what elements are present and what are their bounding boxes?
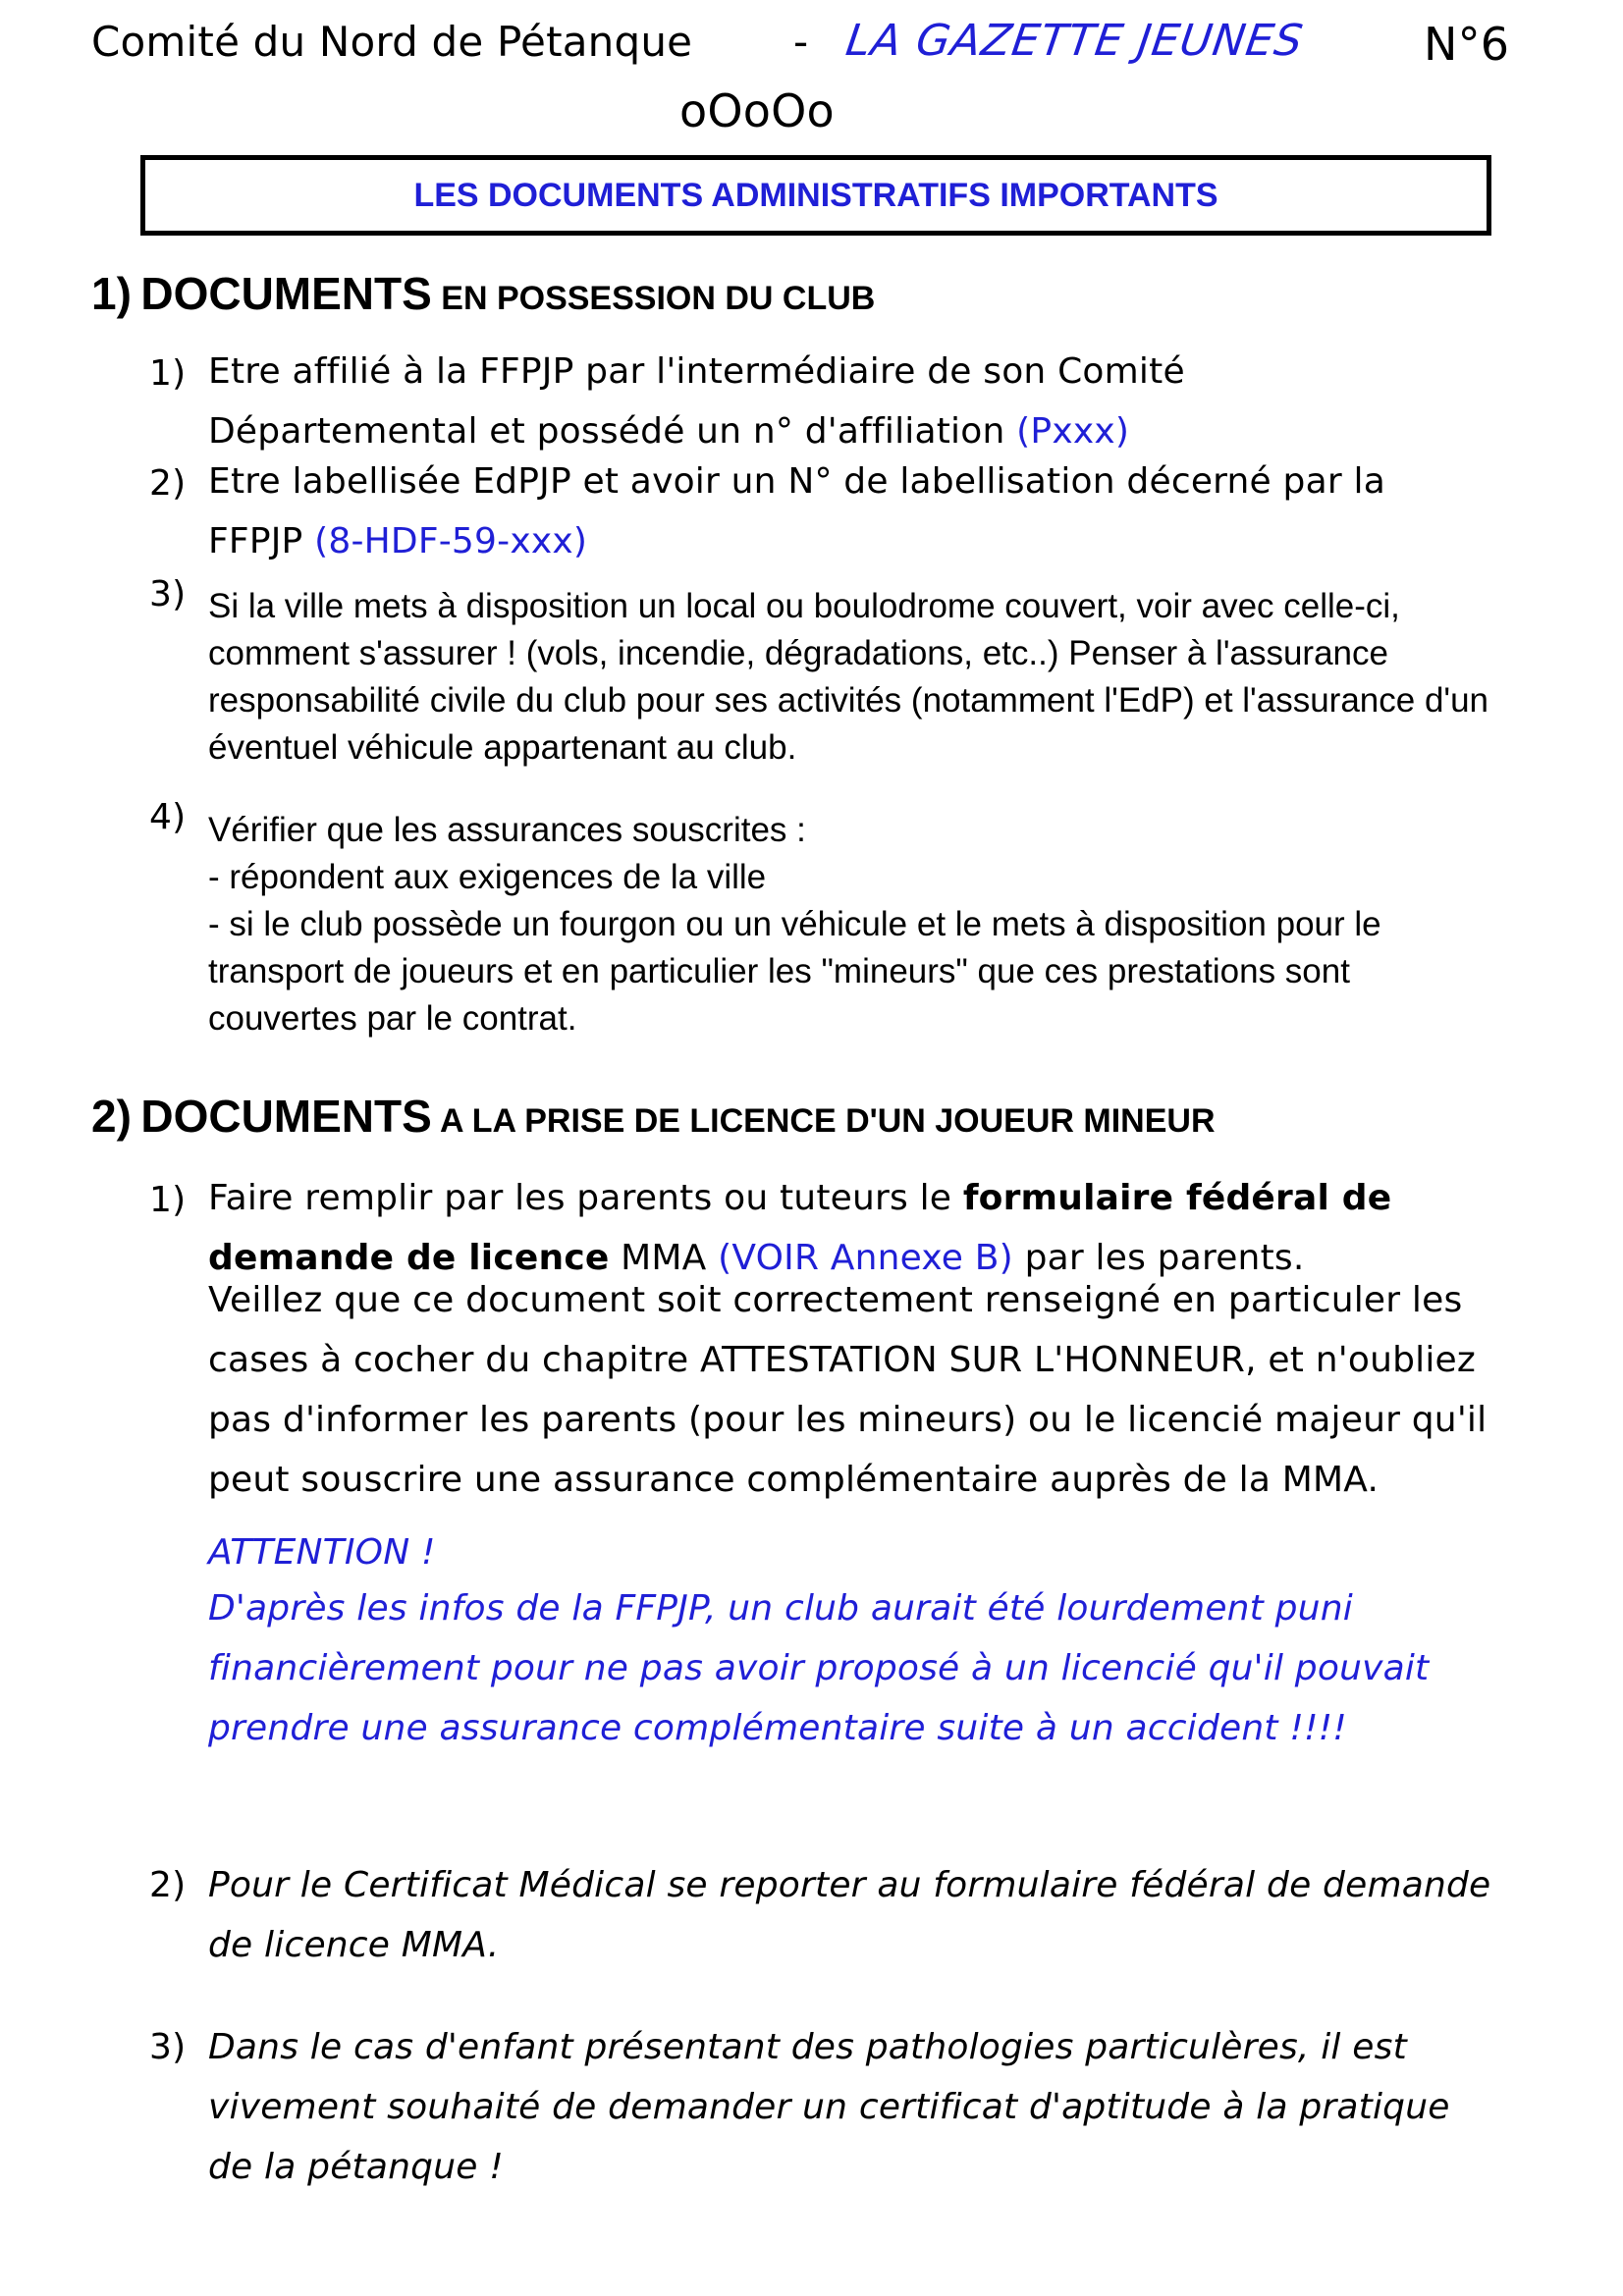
section-2-heading bbox=[91, 1090, 1216, 1143]
s1-item-4 bbox=[208, 807, 1494, 1042]
s1-item-4-line2: - répondent aux exigences de la ville bbox=[208, 858, 767, 896]
attention-warning: D'après les infos de la FFPJP, un club aurait été lourdement puni financièrement pour ne pas avoir proposé à un licencié qu'il pouvait prendre une assurance complémentaire suite à un accident !!!! bbox=[208, 1588, 1430, 1748]
s2-item-2-text: Pour le Certificat Médical se reporter au formulaire fédéral de demande de licence MMA. bbox=[208, 1865, 1491, 1965]
s1-item-1 bbox=[208, 342, 1494, 461]
title-box bbox=[140, 155, 1491, 236]
s1-item-4-line3: - si le club possède un fourgon ou un véhicule et le mets à disposition pour le transport de joueurs et en particulier les "mineurs" que ces prestations sont couvertes par le contrat. bbox=[208, 905, 1381, 1038]
affiliation-code: (Pxxx) bbox=[1016, 411, 1130, 452]
separator-ornament: oOoOo bbox=[679, 84, 835, 137]
s2-item-1 bbox=[208, 1168, 1494, 1758]
annex-reference: (VOIR Annexe B) bbox=[718, 1238, 1013, 1278]
s1-item-4-line1: Vérifier que les assurances souscrites : bbox=[208, 811, 806, 849]
s1-item-3-text: Si la ville mets à disposition un local ou boulodrome couvert, voir avec celle-ci, comment s'assurer ! (vols, incendie, dégradations, etc..) Penser à l'assurance responsabilité civile du club pour ses activités (notamment l'EdP) et l'assurance d'un éventuel véhicule appartenant au club. bbox=[208, 587, 1489, 767]
section-2-subtitle: A LA PRISE DE LICENCE D'UN JOUEUR MINEUR bbox=[440, 1102, 1216, 1140]
section-2-keyword: DOCUMENTS bbox=[140, 1091, 432, 1142]
s2-item-3-number: 3) bbox=[149, 2027, 187, 2067]
section-1-keyword: DOCUMENTS bbox=[140, 268, 432, 319]
label-code: (8-HDF-59-xxx) bbox=[314, 521, 588, 561]
insurer-name: MMA bbox=[621, 1238, 707, 1278]
s1-item-2-number: 2) bbox=[149, 463, 187, 504]
s2-item-1-number: 1) bbox=[149, 1180, 187, 1220]
attention-heading: ATTENTION ! bbox=[208, 1532, 436, 1573]
s2-item-1-outro: par les parents. bbox=[1024, 1238, 1305, 1278]
section-2-number: 2) bbox=[91, 1091, 132, 1142]
s1-item-1-line1: Etre affilié à la FFPJP par l'intermédiaire de son Comité bbox=[208, 351, 1185, 392]
s2-item-3-text: Dans le cas d'enfant présentant des pathologies particulères, il est vivement souhaité de demander un certificat d'aptitude à la pratique de la pétanque ! bbox=[208, 2027, 1450, 2187]
page-title: LES DOCUMENTS ADMINISTRATIFS IMPORTANTS bbox=[413, 176, 1218, 214]
gazette-title: LA GAZETTE JEUNES bbox=[842, 16, 1307, 66]
s2-item-2-number: 2) bbox=[149, 1865, 187, 1905]
s1-item-2-line2 bbox=[208, 511, 1494, 571]
organization-name: Comité du Nord de Pétanque bbox=[91, 18, 693, 66]
s2-item-1-para2: Veillez que ce document soit correctement renseigné en particuler les cases à cocher du chapitre ATTESTATION SUR L'HONNEUR, et n'oubliez pas d'informer les parents (pour les mineurs) ou le licencié majeur qu'il peut souscrire une assurance complémentaire auprès de la MMA. bbox=[208, 1280, 1488, 1500]
s1-item-4-number: 4) bbox=[149, 797, 187, 837]
issue-number: N°6 bbox=[1424, 18, 1510, 71]
section-1-number: 1) bbox=[91, 268, 132, 319]
section-1-heading bbox=[91, 267, 875, 320]
header-dash: - bbox=[793, 18, 809, 66]
s1-item-3-number: 3) bbox=[149, 574, 187, 614]
s1-item-2 bbox=[208, 452, 1494, 571]
s1-item-2-text: FFPJP bbox=[208, 521, 303, 561]
s1-item-1-text: Départemental et possédé un n° d'affiliation bbox=[208, 411, 1005, 452]
form-name: formulaire fédéral de demande de licence bbox=[208, 1178, 1392, 1278]
s2-item-1-intro: Faire remplir par les parents ou tuteurs le bbox=[208, 1178, 952, 1218]
s1-item-1-number: 1) bbox=[149, 353, 187, 394]
section-1-subtitle: EN POSSESSION DU CLUB bbox=[441, 280, 876, 317]
s1-item-2-line1: Etre labellisée EdPJP et avoir un N° de labellisation décerné par la bbox=[208, 461, 1385, 502]
